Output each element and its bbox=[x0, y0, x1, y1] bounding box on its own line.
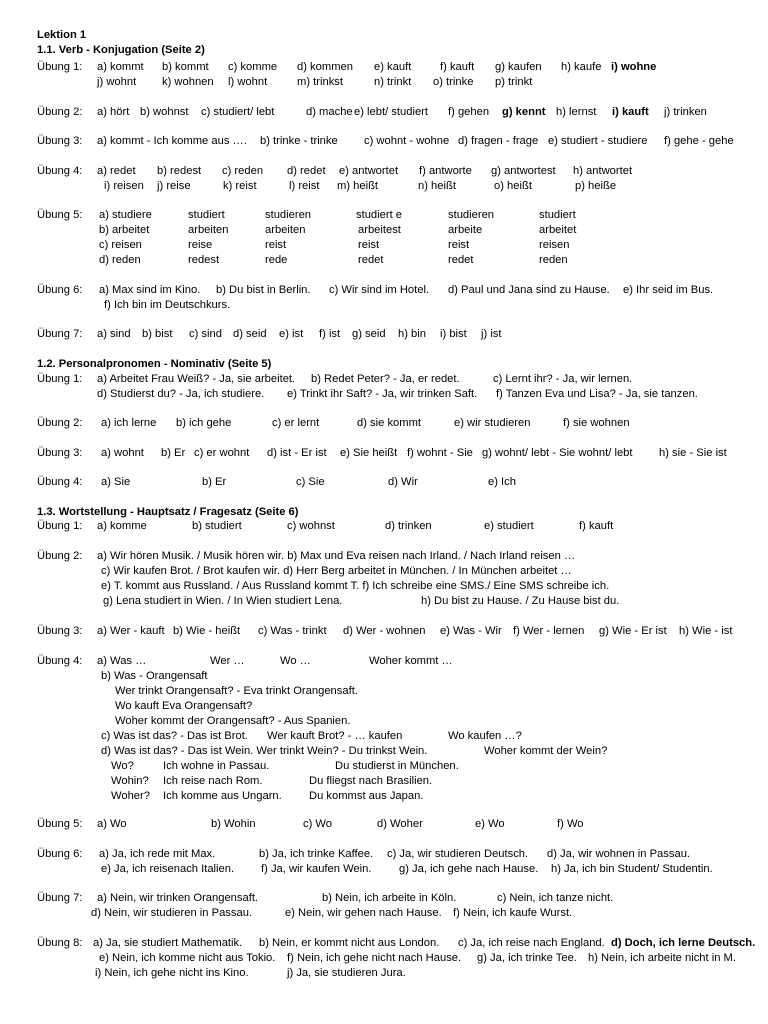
exercise-label: Übung 3: bbox=[37, 447, 83, 459]
answer-item: m) trinkst bbox=[297, 76, 343, 88]
answer-item: j) ist bbox=[481, 328, 502, 340]
answer-item: c) Ja, ich reise nach England. bbox=[458, 937, 605, 949]
exercise-label: Übung 8: bbox=[37, 937, 83, 949]
answer-item: p) heiße bbox=[575, 180, 617, 192]
exercise-label: Übung 4: bbox=[37, 655, 83, 667]
answer-item: f) gehen bbox=[448, 106, 490, 118]
answer-item: g) seid bbox=[352, 328, 386, 340]
exercise-label: Übung 5: bbox=[37, 818, 83, 830]
answer-item: c) komme bbox=[228, 61, 278, 73]
answer-item: b) arbeitet bbox=[99, 224, 150, 236]
answer-item: arbeitest bbox=[358, 224, 401, 236]
answer-item: m) heißt bbox=[337, 180, 379, 192]
answer-item: h) Nein, ich arbeite nicht in M. bbox=[588, 952, 736, 964]
answer-item: h) kaufe bbox=[561, 61, 602, 73]
answer-item: b) trinke - trinke bbox=[260, 135, 338, 147]
answer-item: c) Wo bbox=[303, 818, 333, 830]
answer-item: a) komme bbox=[97, 520, 147, 532]
exercise-label: Übung 2: bbox=[37, 417, 83, 429]
answer-item: c) studiert/ lebt bbox=[201, 106, 275, 118]
answer-item: o) heißt bbox=[494, 180, 532, 192]
answer-item: a) Nein, wir trinken Orangensaft. bbox=[97, 892, 259, 904]
answer-item: b) Du bist in Berlin. bbox=[216, 284, 311, 296]
answer-item: c) Ja, wir studieren Deutsch. bbox=[387, 848, 529, 860]
answer-item: c) Sie bbox=[296, 476, 325, 488]
answer-item: l) reist bbox=[289, 180, 320, 192]
answer-item: a) kommt - Ich komme aus …. bbox=[97, 135, 247, 147]
answer-item: e) T. kommt aus Russland. / Aus Russland kommt T. f) Ich schreibe eine SMS./ Eine SMS schreibe ich. bbox=[101, 580, 610, 592]
answer-item: Du kommst aus Japan. bbox=[309, 790, 424, 802]
answer-item: a) Wer - kauft bbox=[97, 625, 165, 637]
answer-item: f) kauft bbox=[440, 61, 475, 73]
section-heading: 1.2. Personalpronomen - Nominativ (Seite 5) bbox=[37, 358, 272, 370]
answer-item: a) Ja, sie studiert Mathematik. bbox=[93, 937, 243, 949]
lesson-title: Lektion 1 bbox=[37, 29, 87, 41]
answer-item: g) kaufen bbox=[495, 61, 542, 73]
answer-item: reist bbox=[265, 239, 287, 251]
answer-item: a) Ja, ich rede mit Max. bbox=[99, 848, 216, 860]
answer-item: b) Redet Peter? - Ja, er redet. bbox=[311, 373, 460, 385]
answer-item: d) Nein, wir studieren in Passau. bbox=[91, 907, 253, 919]
answer-item: j) trinken bbox=[664, 106, 707, 118]
answer-item: studiert bbox=[188, 209, 225, 221]
answer-item: a) Wir hören Musik. / Musik hören wir. b) Max und Eva reisen nach Irland. / Nach Irland reisen … bbox=[97, 550, 576, 562]
answer-item: c) Was - trinkt bbox=[258, 625, 327, 637]
answer-item: n) heißt bbox=[418, 180, 456, 192]
answer-item: h) Du bist zu Hause. / Zu Hause bist du. bbox=[421, 595, 620, 607]
answer-item: g) antwortest bbox=[491, 165, 556, 177]
answer-item: Ich wohne in Passau. bbox=[163, 760, 270, 772]
exercise-label: Übung 3: bbox=[37, 135, 83, 147]
answer-item: Wo … bbox=[280, 655, 311, 667]
answer-item: e) studiert bbox=[484, 520, 534, 532]
answer-item: d) Paul und Jana sind zu Hause. bbox=[448, 284, 610, 296]
exercise-label: Übung 1: bbox=[37, 61, 83, 73]
answer-item: h) bin bbox=[398, 328, 426, 340]
answer-item: c) Wir sind im Hotel. bbox=[329, 284, 430, 296]
answer-item: Wer kauft Brot? - … kaufen bbox=[267, 730, 403, 742]
answer-item: c) sind bbox=[189, 328, 222, 340]
answer-item: f) sie wohnen bbox=[563, 417, 630, 429]
exercise-label: Übung 7: bbox=[37, 892, 83, 904]
answer-item: Ich reise nach Rom. bbox=[163, 775, 263, 787]
answer-item: a) redet bbox=[97, 165, 136, 177]
answer-item: d) Studierst du? - Ja, ich studiere. bbox=[97, 388, 265, 400]
answer-item: n) trinkt bbox=[374, 76, 412, 88]
answer-item: b) Wohin bbox=[211, 818, 256, 830]
exercise-label: Übung 1: bbox=[37, 520, 83, 532]
exercise-label: Übung 2: bbox=[37, 550, 83, 562]
answer-item: i) bist bbox=[440, 328, 467, 340]
answer-item: a) Was … bbox=[97, 655, 147, 667]
answer-item: Wohin? bbox=[111, 775, 149, 787]
answer-item: j) wohnt bbox=[97, 76, 137, 88]
answer-item: c) reden bbox=[222, 165, 264, 177]
answer-item: arbeiten bbox=[265, 224, 306, 236]
answer-item: i) kauft bbox=[612, 106, 649, 118]
answer-item: b) bist bbox=[142, 328, 173, 340]
answer-item: Wo kaufen …? bbox=[448, 730, 522, 742]
answer-item: f) Nein, ich gehe nicht nach Hause. bbox=[287, 952, 462, 964]
answer-item: d) seid bbox=[233, 328, 267, 340]
answer-item: k) reist bbox=[223, 180, 257, 192]
answer-item: e) antwortet bbox=[339, 165, 399, 177]
answer-item: e) Was - Wir bbox=[440, 625, 502, 637]
answer-item: rede bbox=[265, 254, 288, 266]
answer-item: a) Arbeitet Frau Weiß? - Ja, sie arbeitet. bbox=[97, 373, 296, 385]
answer-item: d) Wer - wohnen bbox=[343, 625, 426, 637]
answer-item: e) Wo bbox=[475, 818, 505, 830]
answer-item: Wer … bbox=[210, 655, 245, 667]
answer-item: f) gehe - gehe bbox=[664, 135, 734, 147]
answer-item: reist bbox=[448, 239, 470, 251]
answer-item: g) kennt bbox=[502, 106, 546, 118]
exercise-label: Übung 2: bbox=[37, 106, 83, 118]
answer-item: b) Ja, ich trinke Kaffee. bbox=[259, 848, 374, 860]
answer-item: d) kommen bbox=[297, 61, 353, 73]
answer-item: redet bbox=[448, 254, 474, 266]
exercise-label: Übung 5: bbox=[37, 209, 83, 221]
answer-item: d) trinken bbox=[385, 520, 432, 532]
answer-item: f) kauft bbox=[579, 520, 614, 532]
exercise-label: Übung 3: bbox=[37, 625, 83, 637]
answer-item: c) Lernt ihr? - Ja, wir lernen. bbox=[493, 373, 633, 385]
answer-item: studiert bbox=[539, 209, 576, 221]
answer-item: b) redest bbox=[157, 165, 202, 177]
answer-item: e) Ihr seid im Bus. bbox=[623, 284, 714, 296]
answer-item: f) Wer - lernen bbox=[513, 625, 585, 637]
answer-item: d) fragen - frage bbox=[458, 135, 539, 147]
answer-item: b) Was - Orangensaft bbox=[101, 670, 208, 682]
answer-item: Du fliegst nach Brasilien. bbox=[309, 775, 433, 787]
answer-item: g) Lena studiert in Wien. / In Wien studiert Lena. bbox=[103, 595, 343, 607]
answer-item: d) reden bbox=[99, 254, 141, 266]
answer-item: a) kommt bbox=[97, 61, 144, 73]
answer-item: l) wohnt bbox=[228, 76, 268, 88]
answer-item: c) Nein, ich tanze nicht. bbox=[497, 892, 614, 904]
answer-item: a) Max sind im Kino. bbox=[99, 284, 201, 296]
answer-item: g) Ja, ich gehe nach Hause. bbox=[399, 863, 539, 875]
answer-item: h) sie - Sie ist bbox=[659, 447, 727, 459]
answer-item: g) Ja, ich trinke Tee. bbox=[477, 952, 577, 964]
answer-item: e) Trinkt ihr Saft? - Ja, wir trinken Saft. bbox=[287, 388, 478, 400]
exercise-label: Übung 6: bbox=[37, 284, 83, 296]
answer-item: f) Wo bbox=[557, 818, 584, 830]
answer-item: c) reisen bbox=[99, 239, 142, 251]
answer-item: p) trinkt bbox=[495, 76, 533, 88]
answer-item: a) Sie bbox=[101, 476, 131, 488]
answer-item: e) Nein, wir gehen nach Hause. bbox=[285, 907, 442, 919]
answer-item: studiert e bbox=[356, 209, 403, 221]
answer-item: d) Was ist das? - Das ist Wein. Wer trinkt Wein? - Du trinkst Wein. bbox=[101, 745, 428, 757]
answer-item: h) Wie - ist bbox=[679, 625, 733, 637]
answer-item: b) Nein, er kommt nicht aus London. bbox=[259, 937, 440, 949]
answer-item: e) Nein, ich komme nicht aus Tokio. bbox=[99, 952, 276, 964]
answer-item: a) studiere bbox=[99, 209, 152, 221]
answer-item: b) ich gehe bbox=[176, 417, 232, 429]
answer-item: j) Ja, sie studieren Jura. bbox=[287, 967, 406, 979]
answer-item: c) wohnt - wohne bbox=[364, 135, 450, 147]
answer-item: i) Nein, ich gehe nicht ins Kino. bbox=[95, 967, 249, 979]
exercise-label: Übung 1: bbox=[37, 373, 83, 385]
answer-item: f) Ja, wir kaufen Wein. bbox=[261, 863, 372, 875]
answer-item: studieren bbox=[265, 209, 312, 221]
answer-item: e) Ich bbox=[488, 476, 516, 488]
exercise-label: Übung 4: bbox=[37, 165, 83, 177]
exercise-label: Übung 7: bbox=[37, 328, 83, 340]
answer-item: b) studiert bbox=[192, 520, 242, 532]
answer-item: Woher kommt … bbox=[369, 655, 453, 667]
answer-item: studieren bbox=[448, 209, 495, 221]
answer-item: c) Was ist das? - Das ist Brot. bbox=[101, 730, 248, 742]
answer-item: e) lebt/ studiert bbox=[354, 106, 428, 118]
answer-item: reisen bbox=[539, 239, 570, 251]
exercise-label: Übung 6: bbox=[37, 848, 83, 860]
answer-item: d) Ja, wir wohnen in Passau. bbox=[547, 848, 691, 860]
answer-item: f) Nein, ich kaufe Wurst. bbox=[453, 907, 573, 919]
answer-item: i) wohne bbox=[611, 61, 657, 73]
answer-item: a) wohnt bbox=[101, 447, 144, 459]
answer-item: arbeite bbox=[448, 224, 483, 236]
answer-item: b) kommt bbox=[162, 61, 209, 73]
answer-item: o) trinke bbox=[433, 76, 474, 88]
answer-item: Ich komme aus Ungarn. bbox=[163, 790, 282, 802]
answer-item: k) wohnen bbox=[162, 76, 214, 88]
answer-item: redest bbox=[188, 254, 220, 266]
answer-item: Woher? bbox=[111, 790, 150, 802]
answer-item: a) Wo bbox=[97, 818, 127, 830]
answer-item: i) reisen bbox=[104, 180, 144, 192]
answer-item: e) kauft bbox=[374, 61, 412, 73]
answer-item: c) er wohnt bbox=[194, 447, 250, 459]
answer-item: d) Wir bbox=[388, 476, 418, 488]
answer-item: b) Nein, ich arbeite in Köln. bbox=[322, 892, 457, 904]
answer-item: d) ist - Er ist bbox=[267, 447, 327, 459]
section-heading: 1.3. Wortstellung - Hauptsatz / Fragesatz (Seite 6) bbox=[37, 506, 299, 518]
answer-item: a) hört bbox=[97, 106, 130, 118]
answer-item: h) lernst bbox=[556, 106, 597, 118]
answer-item: Wer trinkt Orangensaft? - Eva trinkt Orangensaft. bbox=[115, 685, 358, 697]
answer-item: reist bbox=[358, 239, 380, 251]
answer-item: g) Wie - Er ist bbox=[599, 625, 667, 637]
answer-item: reden bbox=[539, 254, 568, 266]
answer-item: Wo kauft Eva Orangensaft? bbox=[115, 700, 253, 712]
answer-item: b) Wie - heißt bbox=[173, 625, 241, 637]
answer-item: f) Tanzen Eva und Lisa? - Ja, sie tanzen. bbox=[496, 388, 698, 400]
answer-item: redet bbox=[358, 254, 384, 266]
answer-item: g) wohnt/ lebt - Sie wohnt/ lebt bbox=[482, 447, 633, 459]
answer-item: d) mache bbox=[306, 106, 353, 118]
answer-item: b) Er bbox=[202, 476, 227, 488]
answer-item: e) wir studieren bbox=[454, 417, 531, 429]
answer-item: f) antworte bbox=[419, 165, 472, 177]
answer-item: b) wohnst bbox=[140, 106, 189, 118]
answer-item: b) Er bbox=[161, 447, 186, 459]
answer-item: h) antwortet bbox=[573, 165, 633, 177]
answer-item: d) Woher bbox=[377, 818, 423, 830]
answer-item: Wo? bbox=[111, 760, 134, 772]
answer-item: f) ist bbox=[319, 328, 341, 340]
answer-item: a) sind bbox=[97, 328, 131, 340]
answer-item: Woher kommt der Wein? bbox=[484, 745, 608, 757]
answer-item: c) er lernt bbox=[272, 417, 320, 429]
answer-item: d) Doch, ich lerne Deutsch. bbox=[611, 937, 756, 949]
answer-item: e) studiert - studiere bbox=[548, 135, 648, 147]
answer-item: e) Ja, ich reisenach Italien. bbox=[101, 863, 235, 875]
answer-item: f) wohnt - Sie bbox=[407, 447, 473, 459]
answer-item: arbeiten bbox=[188, 224, 229, 236]
answer-item: Woher kommt der Orangensaft? - Aus Spanien. bbox=[115, 715, 351, 727]
answer-item: arbeitet bbox=[539, 224, 577, 236]
answer-item: reise bbox=[188, 239, 213, 251]
answer-item: a) ich lerne bbox=[101, 417, 157, 429]
answer-item: d) sie kommt bbox=[357, 417, 422, 429]
answer-item: e) ist bbox=[279, 328, 304, 340]
answer-item: e) Sie heißt bbox=[340, 447, 398, 459]
answer-item: c) wohnst bbox=[287, 520, 335, 532]
answer-item: h) Ja, ich bin Student/ Studentin. bbox=[551, 863, 713, 875]
answer-item: d) redet bbox=[287, 165, 326, 177]
exercise-label: Übung 4: bbox=[37, 476, 83, 488]
answer-item: f) Ich bin im Deutschkurs. bbox=[104, 299, 231, 311]
section-heading: 1.1. Verb - Konjugation (Seite 2) bbox=[37, 44, 205, 56]
answer-item: Du studierst in München. bbox=[335, 760, 459, 772]
answer-item: c) Wir kaufen Brot. / Brot kaufen wir. d) Herr Berg arbeitet in München. / In München arbeitet … bbox=[101, 565, 572, 577]
answer-item: j) reise bbox=[157, 180, 191, 192]
